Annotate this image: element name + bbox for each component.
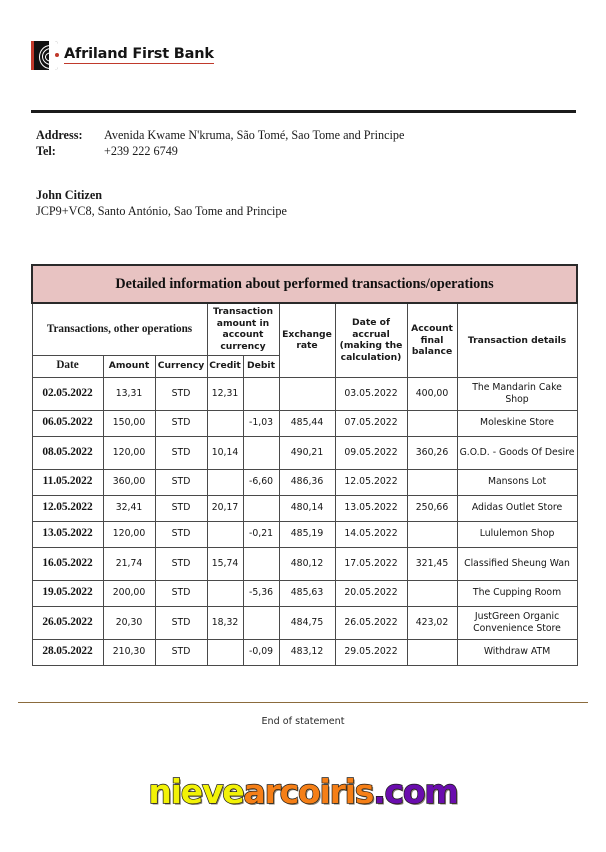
header-transaction-details: Transaction details <box>457 303 577 377</box>
cell-balance <box>407 580 457 606</box>
cell-accrual: 29.05.2022 <box>335 639 407 665</box>
cell-balance: 423,02 <box>407 606 457 639</box>
client-block <box>36 188 287 219</box>
cell-debit: -0,21 <box>243 521 279 547</box>
header-date: Date <box>32 355 103 377</box>
cell-currency: STD <box>155 377 207 410</box>
client-address: JCP9+VC8, Santo António, Sao Tome and Principe <box>36 203 287 218</box>
cell-details: JustGreen Organic Convenience Store <box>457 606 577 639</box>
cell-amount: 150,00 <box>103 410 155 436</box>
bank-name-underline <box>64 63 214 65</box>
cell-details: Withdraw ATM <box>457 639 577 665</box>
header-date-of-accrual: Date of accrual (making the calculation) <box>335 303 407 377</box>
cell-date: 12.05.2022 <box>32 495 103 521</box>
cell-date: 19.05.2022 <box>32 580 103 606</box>
bank-logo <box>31 41 214 70</box>
cell-details: G.O.D. - Goods Of Desire <box>457 436 577 469</box>
cell-balance: 400,00 <box>407 377 457 410</box>
tel-label: Tel: <box>36 143 56 158</box>
cell-date: 26.05.2022 <box>32 606 103 639</box>
cell-debit: -0,09 <box>243 639 279 665</box>
cell-details: Mansons Lot <box>457 469 577 495</box>
table-row <box>32 580 577 606</box>
cell-details: Classified Sheung Wan <box>457 547 577 580</box>
table-row <box>32 377 577 410</box>
cell-accrual: 13.05.2022 <box>335 495 407 521</box>
cell-amount: 200,00 <box>103 580 155 606</box>
cell-credit <box>207 521 243 547</box>
watermark-part-3: .com <box>373 772 458 811</box>
cell-accrual: 20.05.2022 <box>335 580 407 606</box>
cell-date: 06.05.2022 <box>32 410 103 436</box>
cell-date: 02.05.2022 <box>32 377 103 410</box>
table-row <box>32 547 577 580</box>
cell-balance <box>407 521 457 547</box>
cell-rate: 480,12 <box>279 547 335 580</box>
cell-accrual: 09.05.2022 <box>335 436 407 469</box>
cell-accrual: 17.05.2022 <box>335 547 407 580</box>
header-currency: Currency <box>155 355 207 377</box>
cell-balance: 250,66 <box>407 495 457 521</box>
cell-debit <box>243 606 279 639</box>
header-amount-in-account-currency: Transaction amount in account currency <box>207 303 279 355</box>
cell-rate: 490,21 <box>279 436 335 469</box>
header-credit: Credit <box>207 355 243 377</box>
cell-rate: 480,14 <box>279 495 335 521</box>
cell-credit <box>207 639 243 665</box>
transactions-body <box>32 377 577 665</box>
cell-amount: 120,00 <box>103 521 155 547</box>
cell-balance <box>407 469 457 495</box>
cell-accrual: 12.05.2022 <box>335 469 407 495</box>
watermark-part-2: arcoiris <box>243 772 374 811</box>
cell-credit <box>207 410 243 436</box>
cell-details: The Mandarin Cake Shop <box>457 377 577 410</box>
tel-row <box>36 144 404 160</box>
cell-credit: 10,14 <box>207 436 243 469</box>
watermark <box>0 772 606 812</box>
cell-balance <box>407 639 457 665</box>
cell-amount: 32,41 <box>103 495 155 521</box>
table-row <box>32 495 577 521</box>
cell-details: Lululemon Shop <box>457 521 577 547</box>
cell-debit: -1,03 <box>243 410 279 436</box>
cell-debit: -6,60 <box>243 469 279 495</box>
cell-rate: 485,19 <box>279 521 335 547</box>
header-divider <box>31 110 576 113</box>
footer-divider <box>18 702 588 703</box>
address-row <box>36 128 404 144</box>
cell-rate: 485,63 <box>279 580 335 606</box>
cell-currency: STD <box>155 495 207 521</box>
cell-accrual: 26.05.2022 <box>335 606 407 639</box>
cell-details: The Cupping Room <box>457 580 577 606</box>
cell-credit: 12,31 <box>207 377 243 410</box>
bank-contact-block <box>36 128 404 159</box>
table-title-row <box>32 265 577 303</box>
cell-amount: 20,30 <box>103 606 155 639</box>
bank-name-wrap <box>64 47 214 65</box>
cell-date: 13.05.2022 <box>32 521 103 547</box>
bank-name: Afriland First Bank <box>64 45 214 62</box>
cell-accrual: 07.05.2022 <box>335 410 407 436</box>
cell-amount: 13,31 <box>103 377 155 410</box>
header-amount: Amount <box>103 355 155 377</box>
cell-amount: 360,00 <box>103 469 155 495</box>
cell-debit <box>243 436 279 469</box>
table-row <box>32 469 577 495</box>
header-debit: Debit <box>243 355 279 377</box>
cell-rate: 486,36 <box>279 469 335 495</box>
cell-balance <box>407 410 457 436</box>
cell-debit <box>243 377 279 410</box>
cell-credit: 15,74 <box>207 547 243 580</box>
address-value: Avenida Kwame N'kruma, São Tomé, Sao Tome and Principe <box>104 128 405 142</box>
table-row <box>32 436 577 469</box>
table-row <box>32 521 577 547</box>
cell-debit <box>243 495 279 521</box>
table-row <box>32 639 577 665</box>
cell-details: Moleskine Store <box>457 410 577 436</box>
cell-debit <box>243 547 279 580</box>
cell-currency: STD <box>155 436 207 469</box>
address-label: Address: <box>36 128 83 142</box>
header-group-row <box>32 303 577 355</box>
client-name: John Citizen <box>36 188 103 202</box>
cell-currency: STD <box>155 410 207 436</box>
header-account-final-balance: Account final balance <box>407 303 457 377</box>
cell-amount: 21,74 <box>103 547 155 580</box>
table-row <box>32 410 577 436</box>
end-of-statement: End of statement <box>261 716 345 727</box>
header-transactions-group: Transactions, other operations <box>32 303 207 355</box>
cell-accrual: 14.05.2022 <box>335 521 407 547</box>
cell-currency: STD <box>155 639 207 665</box>
watermark-part-1: nieve <box>148 772 244 811</box>
table-title: Detailed information about performed transactions/operations <box>32 265 577 303</box>
cell-debit: -5,36 <box>243 580 279 606</box>
transactions-table <box>31 264 578 666</box>
cell-balance: 321,45 <box>407 547 457 580</box>
cell-date: 11.05.2022 <box>32 469 103 495</box>
cell-currency: STD <box>155 469 207 495</box>
cell-currency: STD <box>155 547 207 580</box>
cell-currency: STD <box>155 521 207 547</box>
table-row <box>32 606 577 639</box>
cell-balance: 360,26 <box>407 436 457 469</box>
cell-amount: 210,30 <box>103 639 155 665</box>
cell-rate: 483,12 <box>279 639 335 665</box>
cell-credit <box>207 580 243 606</box>
tel-value: +239 222 6749 <box>104 143 178 158</box>
cell-accrual: 03.05.2022 <box>335 377 407 410</box>
cell-amount: 120,00 <box>103 436 155 469</box>
cell-date: 16.05.2022 <box>32 547 103 580</box>
cell-rate: 485,44 <box>279 410 335 436</box>
cell-currency: STD <box>155 606 207 639</box>
cell-credit <box>207 469 243 495</box>
cell-date: 28.05.2022 <box>32 639 103 665</box>
cell-rate: 484,75 <box>279 606 335 639</box>
cell-credit: 20,17 <box>207 495 243 521</box>
cell-details: Adidas Outlet Store <box>457 495 577 521</box>
cell-credit: 18,32 <box>207 606 243 639</box>
cell-currency: STD <box>155 580 207 606</box>
cell-date: 08.05.2022 <box>32 436 103 469</box>
afriland-logo-icon <box>31 41 58 70</box>
cell-rate <box>279 377 335 410</box>
header-exchange-rate: Exchange rate <box>279 303 335 377</box>
